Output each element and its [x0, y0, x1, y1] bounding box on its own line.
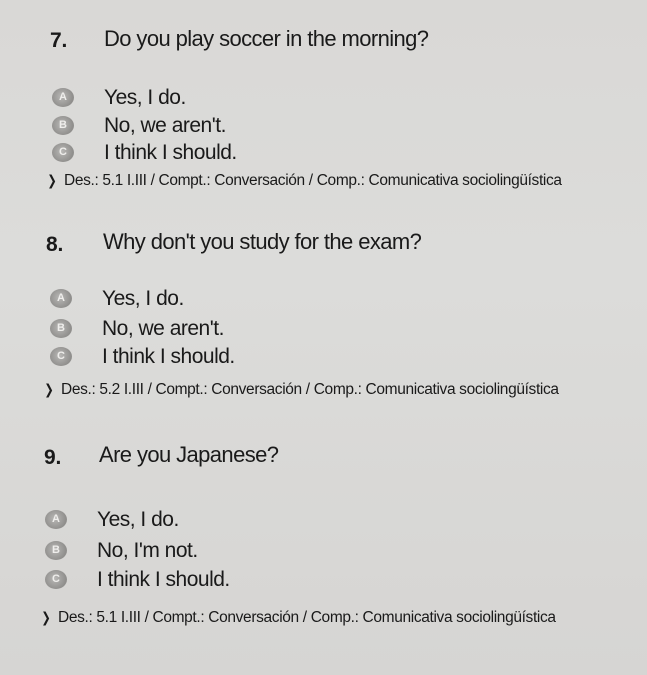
answer-bubble-icon[interactable]: C — [52, 143, 74, 162]
option-text: No, we aren't. — [104, 114, 226, 137]
option-text: I think I should. — [102, 345, 235, 368]
answer-bubble-icon[interactable]: C — [50, 347, 72, 366]
option-text: Yes, I do. — [104, 86, 186, 109]
competency-note — [46, 172, 562, 190]
question-text: Do you play soccer in the morning? — [104, 26, 429, 51]
answer-bubble-icon[interactable]: A — [45, 510, 67, 529]
option-text: I think I should. — [104, 141, 237, 164]
question-text: Are you Japanese? — [99, 442, 279, 467]
answer-bubble-icon[interactable]: A — [52, 88, 74, 107]
answer-bubble-icon[interactable]: B — [50, 319, 72, 338]
answer-bubble-icon[interactable]: B — [45, 541, 67, 560]
competency-note — [43, 381, 559, 399]
chevron-right-icon: ❯ — [41, 609, 51, 625]
note-text: Des.: 5.2 I.III / Compt.: Conversación / Comp.: Comunicativa sociolingüística — [61, 381, 559, 398]
question-text: Why don't you study for the exam? — [103, 229, 422, 254]
answer-bubble-icon[interactable]: B — [52, 116, 74, 135]
option-text: Yes, I do. — [102, 287, 184, 310]
note-text: Des.: 5.1 I.III / Compt.: Conversación / Comp.: Comunicativa sociolingüística — [58, 609, 556, 626]
note-text: Des.: 5.1 I.III / Compt.: Conversación / Comp.: Comunicativa sociolingüística — [64, 172, 562, 189]
question-number: 7. — [50, 29, 68, 52]
chevron-right-icon: ❯ — [44, 381, 54, 397]
question-number: 9. — [44, 446, 62, 469]
question-number: 8. — [46, 233, 64, 256]
answer-bubble-icon[interactable]: A — [50, 289, 72, 308]
answer-bubble-icon[interactable]: C — [45, 570, 67, 589]
option-text: No, we aren't. — [102, 317, 224, 340]
chevron-right-icon: ❯ — [47, 172, 57, 188]
option-text: No, I'm not. — [97, 539, 198, 562]
option-text: Yes, I do. — [97, 508, 179, 531]
option-text: I think I should. — [97, 568, 230, 591]
competency-note — [40, 609, 556, 627]
